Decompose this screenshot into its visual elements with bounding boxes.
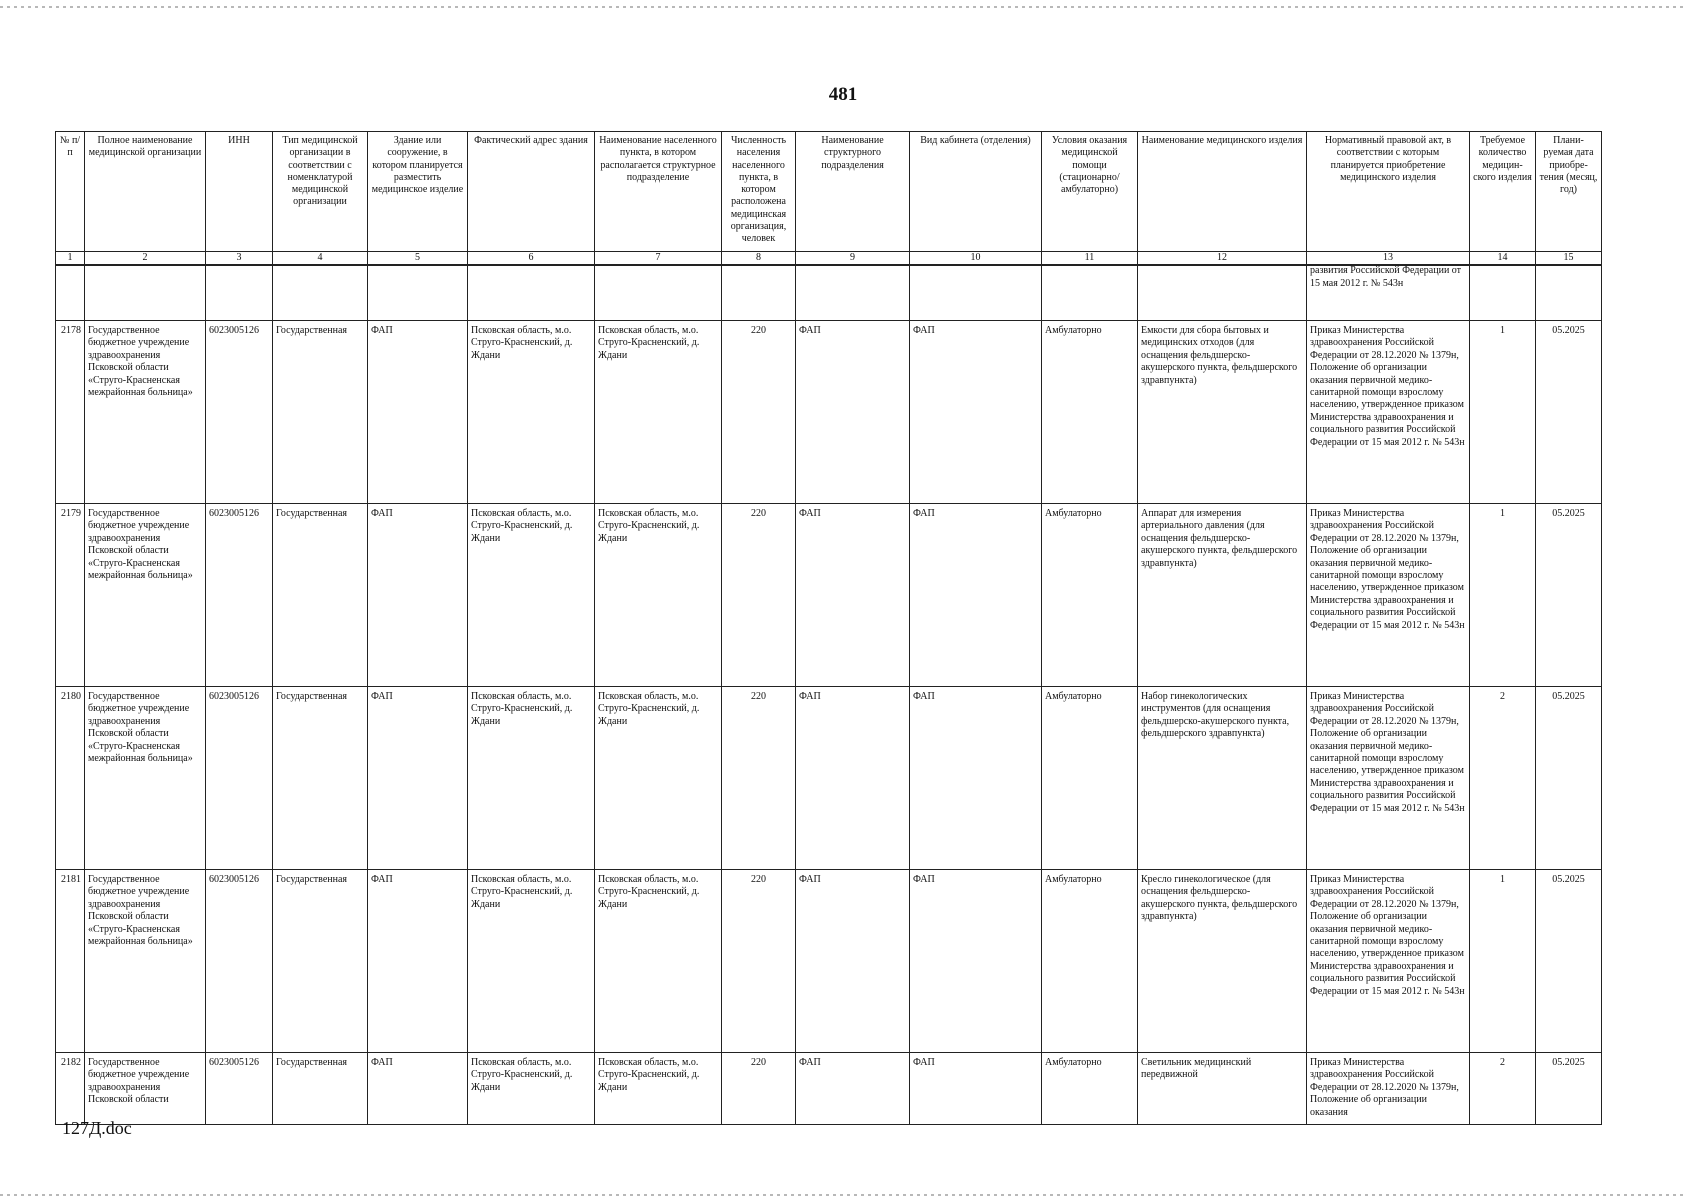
col-header: Вид кабинета (отделения) [910, 132, 1042, 252]
address: Псковская область, м.о. Струго-Красненский, д. Ждани [468, 321, 595, 504]
col-header: № п/п [56, 132, 85, 252]
col-number: 4 [273, 252, 368, 266]
settlement: Псковская область, м.о. Струго-Красненский, д. Ждани [595, 1053, 722, 1125]
column-number-row [56, 252, 1602, 266]
quantity: 1 [1470, 870, 1536, 1053]
organization-name: Государственное бюджетное учреждение здравоохранения Псковской области «Струго-Красненская межрайонная больница» [85, 870, 206, 1053]
care-conditions: Амбулаторно [1042, 1053, 1138, 1125]
table-row [56, 687, 1602, 870]
col-number: 5 [368, 252, 468, 266]
cabinet-type: ФАП [910, 504, 1042, 687]
quantity: 1 [1470, 504, 1536, 687]
table-row [56, 321, 1602, 504]
device-table [55, 131, 1602, 1125]
care-conditions: Амбулаторно [1042, 870, 1138, 1053]
continuation-act-text: развития Российской Федерации от 15 мая 2012 г. № 543н [1310, 265, 1462, 289]
scan-edge-bottom [0, 1194, 1686, 1196]
quantity: 2 [1470, 1053, 1536, 1125]
cabinet-type: ФАП [910, 1053, 1042, 1125]
col-header: Условия оказания медицинской помощи (стационарно/ амбулаторно) [1042, 132, 1138, 252]
population: 220 [722, 687, 796, 870]
purchase-date: 05.2025 [1536, 870, 1602, 1053]
col-header: ИНН [206, 132, 273, 252]
row-number: 2179 [56, 504, 85, 687]
row-number: 2181 [56, 870, 85, 1053]
care-conditions: Амбулаторно [1042, 687, 1138, 870]
col-header: Требуемое количество медицин-ского изделия [1470, 132, 1536, 252]
organization-name: Государственное бюджетное учреждение здравоохранения Псковской области [85, 1053, 206, 1125]
device-name: Емкости для сбора бытовых и медицинских отходов (для оснащения фельдшерско-акушерского пункта, фельдшерского здравпункта) [1138, 321, 1307, 504]
structural-unit: ФАП [796, 1053, 910, 1125]
col-number: 9 [796, 252, 910, 266]
col-number: 12 [1138, 252, 1307, 266]
organization-name: Государственное бюджетное учреждение здравоохранения Псковской области «Струго-Красненская межрайонная больница» [85, 321, 206, 504]
table-row [56, 1053, 1602, 1125]
quantity: 2 [1470, 687, 1536, 870]
inn: 6023005126 [206, 504, 273, 687]
inn: 6023005126 [206, 1053, 273, 1125]
address: Псковская область, м.о. Струго-Красненский, д. Ждани [468, 870, 595, 1053]
quantity: 1 [1470, 321, 1536, 504]
cabinet-type: ФАП [910, 321, 1042, 504]
settlement: Псковская область, м.о. Струго-Красненский, д. Ждани [595, 321, 722, 504]
settlement: Псковская область, м.о. Струго-Красненский, д. Ждани [595, 687, 722, 870]
organization-type: Государственная [273, 504, 368, 687]
col-number: 2 [85, 252, 206, 266]
organization-name: Государственное бюджетное учреждение здравоохранения Псковской области «Струго-Красненская межрайонная больница» [85, 504, 206, 687]
purchase-date: 05.2025 [1536, 504, 1602, 687]
col-number: 6 [468, 252, 595, 266]
cabinet-type: ФАП [910, 870, 1042, 1053]
population: 220 [722, 321, 796, 504]
building: ФАП [368, 687, 468, 870]
continuation-row [56, 265, 1602, 321]
organization-type: Государственная [273, 687, 368, 870]
col-number: 14 [1470, 252, 1536, 266]
address: Псковская область, м.о. Струго-Красненский, д. Ждани [468, 687, 595, 870]
footer-filename: 127Д.doc [62, 1118, 132, 1138]
device-name: Набор гинекологических инструментов (для оснащения фельдшерско-акушерского пункта, фельдшерского здравпункта) [1138, 687, 1307, 870]
col-header: Полное наименование медицинской организации [85, 132, 206, 252]
cabinet-type: ФАП [910, 687, 1042, 870]
inn: 6023005126 [206, 321, 273, 504]
inn: 6023005126 [206, 870, 273, 1053]
col-number: 3 [206, 252, 273, 266]
col-number: 8 [722, 252, 796, 266]
building: ФАП [368, 1053, 468, 1125]
col-header: Наименование населенного пункта, в котором располагается структурное подразделение [595, 132, 722, 252]
building: ФАП [368, 870, 468, 1053]
organization-name: Государственное бюджетное учреждение здравоохранения Псковской области «Струго-Красненская межрайонная больница» [85, 687, 206, 870]
row-number: 2178 [56, 321, 85, 504]
inn: 6023005126 [206, 687, 273, 870]
row-number: 2182 [56, 1053, 85, 1125]
col-number: 11 [1042, 252, 1138, 266]
purchase-date: 05.2025 [1536, 321, 1602, 504]
organization-type: Государственная [273, 870, 368, 1053]
col-header: Численность населения населенного пункта, в котором расположена медицинская организация, человек [722, 132, 796, 252]
col-number: 10 [910, 252, 1042, 266]
col-number: 1 [56, 252, 85, 266]
address: Псковская область, м.о. Струго-Красненский, д. Ждани [468, 1053, 595, 1125]
col-number: 7 [595, 252, 722, 266]
settlement: Псковская область, м.о. Струго-Красненский, д. Ждани [595, 504, 722, 687]
header-row [56, 132, 1602, 252]
col-header: Здание или сооружение, в котором планируется разместить медицинское изделие [368, 132, 468, 252]
organization-type: Государственная [273, 1053, 368, 1125]
population: 220 [722, 504, 796, 687]
table-row [56, 870, 1602, 1053]
device-name: Аппарат для измерения артериального давления (для оснащения фельдшерско-акушерского пункта, фельдшерского здравпункта) [1138, 504, 1307, 687]
col-header: Фактический адрес здания [468, 132, 595, 252]
building: ФАП [368, 321, 468, 504]
care-conditions: Амбулаторно [1042, 504, 1138, 687]
purchase-date: 05.2025 [1536, 1053, 1602, 1125]
table-row [56, 504, 1602, 687]
purchase-date: 05.2025 [1536, 687, 1602, 870]
col-header: Плани-руемая дата приобре-тения (месяц, год) [1536, 132, 1602, 252]
device-name: Светильник медицинский передвижной [1138, 1053, 1307, 1125]
scan-edge-top [0, 6, 1686, 8]
structural-unit: ФАП [796, 321, 910, 504]
legal-act: Приказ Министерства здравоохранения Российской Федерации от 28.12.2020 № 1379н, Положение об организации оказания первичной медико-санитарной помощи взрослому населению, утвержденное приказом Министерства здравоохранения и социального развития Российской Федерации от 15 мая 2012 г. № 543н [1307, 687, 1470, 870]
structural-unit: ФАП [796, 687, 910, 870]
col-number: 15 [1536, 252, 1602, 266]
legal-act: Приказ Министерства здравоохранения Российской Федерации от 28.12.2020 № 1379н, Положение об организации оказания первичной медико-санитарной помощи взрослому населению, утвержденное приказом Министерства здравоохранения и социального развития Российской Федерации от 15 мая 2012 г. № 543н [1307, 870, 1470, 1053]
settlement: Псковская область, м.о. Струго-Красненский, д. Ждани [595, 870, 722, 1053]
care-conditions: Амбулаторно [1042, 321, 1138, 504]
col-header: Наименование структурного подразделения [796, 132, 910, 252]
population: 220 [722, 1053, 796, 1125]
col-header: Тип медицинской организации в соответствии с номенклатурой медицинской организации [273, 132, 368, 252]
col-header: Нормативный правовой акт, в соответствии с которым планируется приобретение медицинского изделия [1307, 132, 1470, 252]
building: ФАП [368, 504, 468, 687]
structural-unit: ФАП [796, 504, 910, 687]
legal-act: Приказ Министерства здравоохранения Российской Федерации от 28.12.2020 № 1379н, Положение об организации оказания первичной медико-санитарной помощи взрослому населению, утвержденное приказом Министерства здравоохранения и социального развития Российской Федерации от 15 мая 2012 г. № 543н [1307, 504, 1470, 687]
col-header: Наименование медицинского изделия [1138, 132, 1307, 252]
legal-act: Приказ Министерства здравоохранения Российской Федерации от 28.12.2020 № 1379н, Положение об организации оказания первичной медико-санитарной помощи взрослому населению, утвержденное приказом Министерства здравоохранения и социального развития Российской Федерации от 15 мая 2012 г. № 543н [1307, 321, 1470, 504]
population: 220 [722, 870, 796, 1053]
legal-act: Приказ Министерства здравоохранения Российской Федерации от 28.12.2020 № 1379н, Положение об организации оказания [1307, 1053, 1470, 1125]
address: Псковская область, м.о. Струго-Красненский, д. Ждани [468, 504, 595, 687]
device-name: Кресло гинекологическое (для оснащения фельдшерско-акушерского пункта, фельдшерского здравпункта) [1138, 870, 1307, 1053]
col-number: 13 [1307, 252, 1470, 266]
row-number: 2180 [56, 687, 85, 870]
structural-unit: ФАП [796, 870, 910, 1053]
organization-type: Государственная [273, 321, 368, 504]
page-number: 481 [828, 84, 858, 105]
